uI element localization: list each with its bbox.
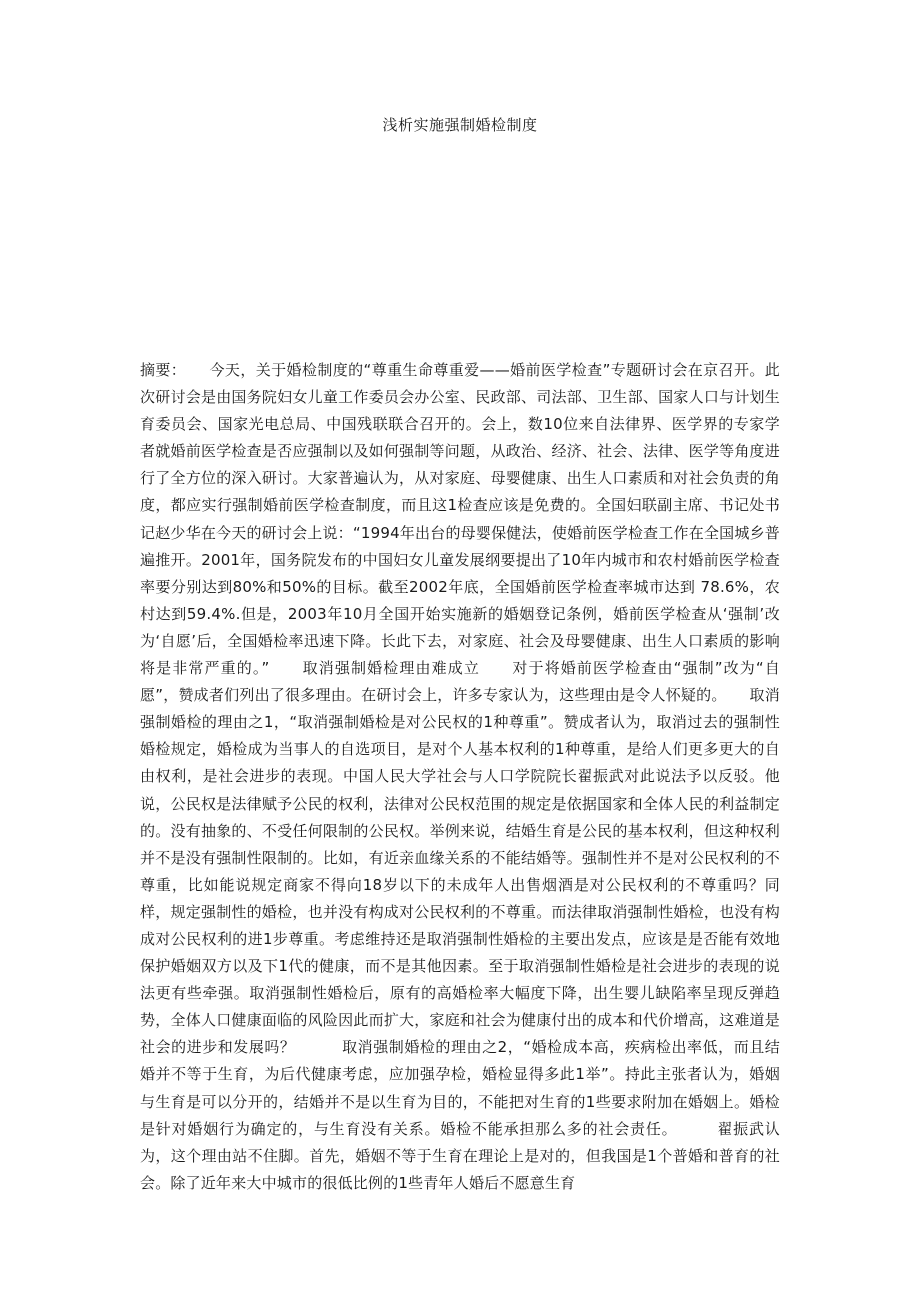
document-title: 浅析实施强制婚检制度 [382, 116, 538, 134]
document-body: 摘要： 今天，关于婚检制度的“尊重生命尊重爱——婚前医学检查”专题研讨会在京召开。此次研讨会是由国务院妇女儿童工作委员会办公室、民政部、司法部、卫生部、国家人口与计划生育委员会、国家光电总局、中国残联联合召开的。会上，数10位来自法律界、医学界的专家学者就婚前医学检查是否应强制以及如何强制等问题，从政治、经济、社会、法律、医学等角度进行了全方位的深入研讨。大家普遍认为，从对家庭、母婴健康、出生人口素质和对社会负责的角度，都应实行强制婚前医学检查制度，而且这1检查应该是免费的。全国妇联副主席、书记处书记赵少华在今天的研讨会上说：“1994年出台的母婴保健法，使婚前医学检查工作在全国城乡普遍推开。2001年，国务院发布的中国妇女儿童发展纲要提出了10年内城市和农村婚前医学检查率要分别达到80%和50%的目标。截至2002年底，全国婚前医学检查率城市达到 78.6%，农村达到59.4%.但是，2003年10月全国开始实施新的婚姻登记条例，婚前医学检查从‘强制’改为‘自愿’后，全国婚检率迅速下降。长此下去，对家庭、社会及母婴健康、出生人口素质的影响将是非常严重的。” 取消强制婚检理由难成立 对于将婚前医学检查由“强制”改为“自愿”，赞成者们列出了很多理由。在研讨会上，许多专家认为，这些理由是令人怀疑的。 取消强制婚检的理由之1，“取消强制婚检是对公民权的1种尊重”。赞成者认为，取消过去的强制性婚检规定，婚检成为当事人的自选项目，是对个人基本权利的1种尊重，是给人们更多更大的自由权利，是社会进步的表现。中国人民大学社会与人口学院院长翟振武对此说法予以反驳。他说，公民权是法律赋予公民的权利，法律对公民权范围的规定是依据国家和全体人民的利益制定的。没有抽象的、不受任何限制的公民权。举例来说，结婚生育是公民的基本权利，但这种权利并不是没有强制性限制的。比如，有近亲血缘关系的不能结婚等。强制性并不是对公民权利的不尊重，比如能说规定商家不得向18岁以下的未成年人出售烟酒是对公民权利的不尊重吗？同样，规定强制性的婚检，也并没有构成对公民权利的不尊重。而法律取消强制性婚检，也没有构成对公民权利的进1步尊重。考虑维持还是取消强制性婚检的主要出发点，应该是是否能有效地保护婚姻双方以及下1代的健康，而不是其他因素。至于取消强制性婚检是社会进步的表现的说法更有些牵强。取消强制性婚检后，原有的高婚检率大幅度下降，出生婴儿缺陷率呈现反弹趋势，全体人口健康面临的风险因此而扩大，家庭和社会为健康付出的成本和代价增高，这难道是社会的进步和发展吗？ 取消强制婚检的理由之2，“婚检成本高，疾病检出率低，而且结婚并不等于生育，为后代健康考虑，应加强孕检，婚检显得多此1举”。持此主张者认为，婚姻与生育是可以分开的，结婚并不是以生育为目的，不能把对生育的1些要求附加在婚姻上。婚检是针对婚姻行为确定的，与生育没有关系。婚检不能承担那么多的社会责任。 翟振武认为，这个理由站不住脚。首先，婚姻不等于生育在理论上是对的，但我国是1个普婚和普育的社会。除了近年来大中城市的很低比例的1些青年人婚后不愿意生育 [140, 361, 780, 1192]
